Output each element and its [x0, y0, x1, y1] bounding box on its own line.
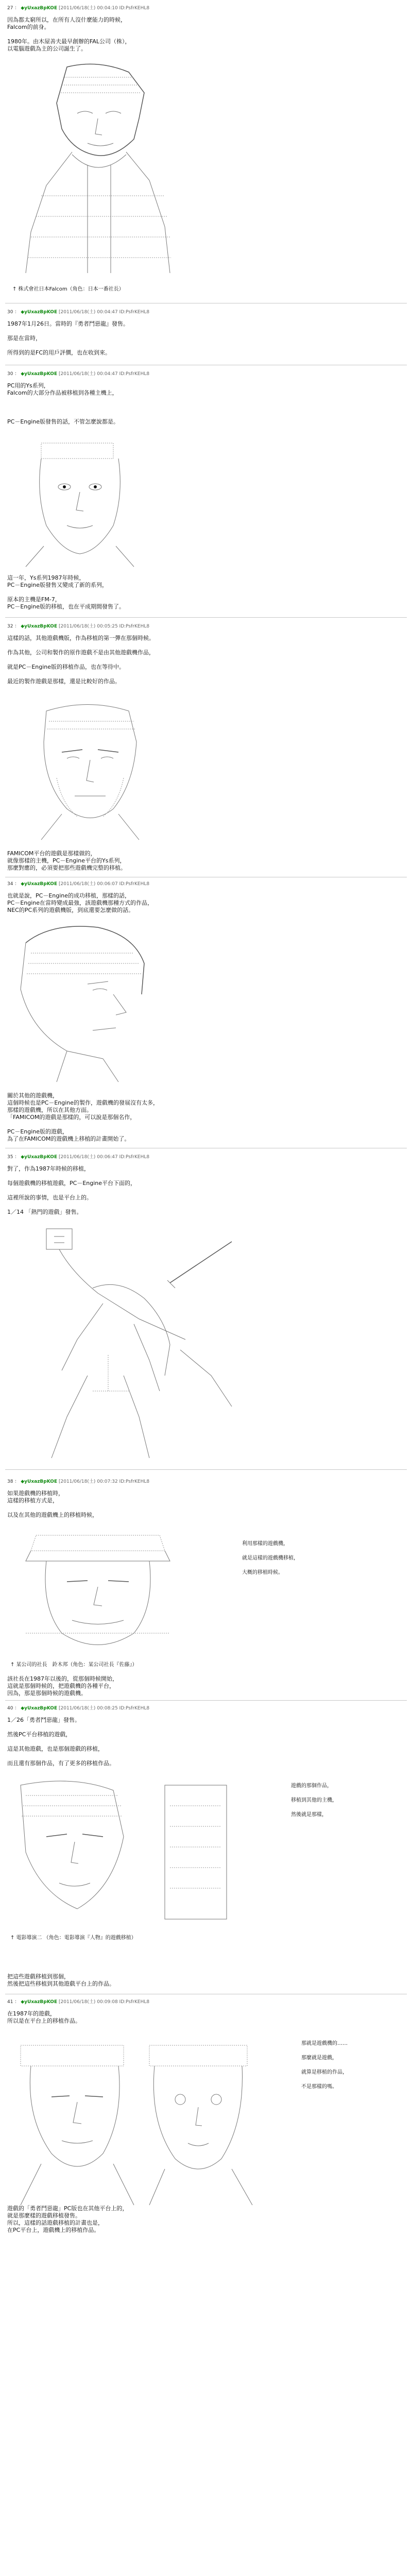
- post-30b: [0, 371, 412, 659]
- post-number[interactable]: 32: [7, 624, 13, 629]
- post-30a: [0, 309, 412, 361]
- ascii-art-two-figures: [10, 2035, 268, 2205]
- post-author[interactable]: ◆yUxazBpKOE: [21, 371, 58, 377]
- body-line: 這裡所說的事情，也是平台上的。: [7, 1194, 92, 1201]
- body-line: PC－Engine版的移植，也在平成期間發售了。: [7, 603, 125, 610]
- post-author[interactable]: ◆yUxazBpKOE: [21, 1155, 58, 1160]
- post-meta: [2011/06/18(土) 00:06:07 ID:PsfrKEHL8: [58, 882, 150, 887]
- post-author[interactable]: ◆yUxazBpKOE: [21, 6, 58, 11]
- post-author[interactable]: ◆yUxazBpKOE: [21, 310, 58, 315]
- body-line: 「FAMICOM的遊戲是那樣的，可以說是那個名作，: [7, 1114, 136, 1121]
- body-line: 該社長在1987年以後的，從那個時候開始，: [7, 1675, 118, 1682]
- post-number[interactable]: 27: [7, 6, 13, 11]
- post-40: [0, 1705, 412, 2014]
- post-divider: [5, 617, 407, 618]
- body-line: 1／14 「熱門的遊戲」發售。: [7, 1209, 82, 1215]
- post-header: 27 ： ◆yUxazBpKOE [2011/06/18(土) 00:04:10 ID:PsfrKEHL8: [7, 6, 150, 11]
- body-line: 以電腦遊戲為主的公司誕生了。: [7, 45, 87, 52]
- body-line: 最近的製作遊戲是那樣，還是比較好的作品。: [7, 678, 121, 685]
- caption: ↑ 某公司的社長 鈴木邦（角色：某公司社長『佐藤』）: [10, 1662, 138, 1668]
- body-line: 這一年，Ys系列1987年時候，: [7, 574, 85, 581]
- speech-line: 大概的移植時候。: [242, 1570, 283, 1575]
- body-line: 因為，那是那個時候的遊戲機。: [7, 1690, 87, 1697]
- post-author[interactable]: ◆yUxazBpKOE: [21, 1479, 58, 1484]
- post-divider: [5, 1469, 407, 1470]
- body-line: 如果遊戲機的移植時，: [7, 1490, 64, 1497]
- body-line: Falcom的大部分作品被移植到各種主機上，: [7, 389, 118, 396]
- body-line: FAMICOM平台的遊戲是那樣做的，: [7, 850, 96, 857]
- caption: ↑ 電影導演二 （角色：電影導演『人物』的遊戲移植）: [10, 1935, 136, 1941]
- ascii-art-portrait: [10, 62, 180, 278]
- ascii-art-face-grim: [26, 701, 154, 840]
- body-line: PC用的Ys系列，: [7, 382, 49, 389]
- speech-line: 不是那樣的嗎。: [301, 2084, 337, 2090]
- body-line: 原本的主機是FM-7，: [7, 596, 61, 603]
- speech-line: 就算是移植的作品，: [301, 2070, 348, 2075]
- speech-line: 就是這樣的遊戲機移植，: [242, 1555, 299, 1561]
- body-line: 然後PC平台移植的遊戲，: [7, 1731, 72, 1738]
- post-number[interactable]: 40: [7, 1706, 13, 1711]
- body-line: PC－Engine在當時變成最強，該遊戲機那種方式的作品，: [7, 900, 153, 906]
- post-32: [0, 623, 412, 912]
- body-line: 這樣的話，其他遊戲機版，作為移植的第一彈在那個時候。: [7, 635, 154, 641]
- ascii-art-swordsman: [15, 1221, 242, 1463]
- body-line: 以及在其他的遊戲機上的移植時候，: [7, 1512, 98, 1518]
- body-line: 1987年1月26日。當時的『勇者鬥惡龍』發售。: [7, 320, 129, 327]
- body-line: PC－Engine版發售的話，不管怎麼說都是。: [7, 418, 119, 425]
- post-header: 30 ： ◆yUxazBpKOE [2011/06/18(土) 00:04:47 ID:PsfrKEHL8: [7, 310, 150, 315]
- post-author[interactable]: ◆yUxazBpKOE: [21, 1999, 58, 2005]
- post-meta: [2011/06/18(土) 00:04:47 ID:PsfrKEHL8: [58, 310, 150, 315]
- body-line: Falcom的前身。: [7, 24, 50, 30]
- speech-line: 那就是遊戲機的……: [301, 2041, 348, 2046]
- speech-line: 遊戲的那個作品，: [291, 1783, 332, 1789]
- post-header: 32 ： ◆yUxazBpKOE [2011/06/18(土) 00:05:25 ID:PsfrKEHL8: [7, 624, 150, 629]
- post-number[interactable]: 35: [7, 1155, 13, 1160]
- speech-line: 那麼就是遊戲，: [301, 2055, 337, 2061]
- body-line: 就是那麼樣的遊戲移植發售。: [7, 2212, 81, 2219]
- body-line: 作為其他，公司和製作的原作遊戲不是由其他遊戲機作品，: [7, 649, 154, 656]
- post-header: 41 ： ◆yUxazBpKOE [2011/06/18(土) 00:09:08 ID:PsfrKEHL8: [7, 1999, 150, 2005]
- post-34: [0, 881, 412, 1195]
- body-line: 遊戲的「勇者鬥惡龍」PC版也在其他平台上的，: [7, 2205, 128, 2212]
- body-line: 就像那樣的主機，PC－Engine平台的Ys系列，: [7, 857, 126, 864]
- ascii-art-elder: [15, 1530, 180, 1659]
- body-line: 每個遊戲機的移植遊戲，PC－Engine平台下面的，: [7, 1180, 136, 1187]
- body-line: 在PC平台上，遊戲機上的移植作品。: [7, 2227, 100, 2233]
- post-meta: [2011/06/18(土) 00:04:47 ID:PsfrKEHL8: [58, 371, 150, 377]
- body-line: 1／26「勇者鬥惡龍」發售。: [7, 1717, 80, 1723]
- post-41: [0, 1999, 412, 2576]
- body-line: 為了在FAMICOM的遊戲機上移植的計畫開始了。: [7, 1136, 130, 1142]
- post-meta: [2011/06/18(土) 00:06:47 ID:PsfrKEHL8: [58, 1155, 150, 1160]
- body-line: 這是其他遊戲，也是那個遊戲的移植，: [7, 1745, 104, 1752]
- post-number[interactable]: 30: [7, 371, 13, 377]
- body-line: 那是在當時，: [7, 335, 41, 342]
- body-line: PC－Engine版的遊戲，: [7, 1128, 68, 1135]
- ascii-art-face: [21, 438, 139, 567]
- body-line: PC－Engine版發售又變成了新的系列，: [7, 582, 108, 588]
- body-line: 那樣的遊戲機，所以在其他方面。: [7, 1107, 92, 1113]
- post-header: 34 ： ◆yUxazBpKOE [2011/06/18(土) 00:06:07 ID:PsfrKEHL8: [7, 882, 150, 887]
- post-meta: [2011/06/18(土) 00:08:25 ID:PsfrKEHL8: [58, 1706, 150, 1711]
- body-line: 那麼對應的，必須要把那些遊戲機完整的移植。: [7, 865, 126, 871]
- body-line: 所以是在平台上的移植作品。: [7, 2018, 81, 2024]
- post-meta: [2011/06/18(土) 00:07:32 ID:PsfrKEHL8: [58, 1479, 150, 1484]
- body-line: 這就是那個時候的，把遊戲機的各種平台，: [7, 1683, 115, 1689]
- post-number[interactable]: 38: [7, 1479, 13, 1484]
- body-line: NEC的PC系列的遊戲機版，到底還要怎麼做的話。: [7, 907, 134, 913]
- caption: ↑ 株式會社日本Falcom（角色：日本一番社長）: [12, 286, 124, 292]
- post-author[interactable]: ◆yUxazBpKOE: [21, 1706, 58, 1711]
- body-line: 然後把這些移植到其他遊戲平台上的作品。: [7, 1980, 115, 1987]
- post-meta: [2011/06/18(土) 00:05:25 ID:PsfrKEHL8: [58, 624, 150, 629]
- speech-line: 利用那樣的遊戲機，: [242, 1541, 288, 1547]
- post-author[interactable]: ◆yUxazBpKOE: [21, 882, 58, 887]
- ascii-art-director: [10, 1775, 247, 1929]
- post-27: [0, 5, 412, 309]
- post-author[interactable]: ◆yUxazBpKOE: [21, 624, 58, 629]
- ascii-art-profile: [10, 922, 165, 1082]
- body-line: 因為都太窮所以，在所有人沒什麼能力的時候，: [7, 16, 126, 23]
- body-line: 1980年。由木屋善夫最早創辦的FAL公司（株），: [7, 38, 131, 45]
- post-35: [0, 1154, 412, 1479]
- body-line: 把這些遊戲移植到那個，: [7, 1973, 70, 1980]
- body-line: 關於其他的遊戲機，: [7, 1092, 58, 1099]
- post-header: 38 ： ◆yUxazBpKOE [2011/06/18(土) 00:07:32 ID:PsfrKEHL8: [7, 1479, 150, 1484]
- post-number[interactable]: 34: [7, 882, 13, 887]
- body-line: 這個時候也是PC－Engine的製作，遊戲機的發展沒有太多，: [7, 1099, 159, 1106]
- body-line: 也就是說，PC－Engine的成功移植，那樣的話，: [7, 892, 131, 899]
- post-meta: [2011/06/18(土) 00:04:10 ID:PsfrKEHL8: [58, 6, 150, 11]
- body-line: 這樣的移植方式是，: [7, 1497, 58, 1504]
- body-line: 就是PC－Engine版的移植作品，也在等待中。: [7, 664, 125, 670]
- body-line: 對了，作為1987年時候的移植，: [7, 1165, 90, 1172]
- body-line: 所以，這樣的話遊戲移植的計畫也是，: [7, 2219, 104, 2226]
- post-meta: [2011/06/18(土) 00:09:08 ID:PsfrKEHL8: [58, 1999, 150, 2005]
- post-number[interactable]: 41: [7, 1999, 13, 2005]
- post-header: 30 ： ◆yUxazBpKOE [2011/06/18(土) 00:04:47 ID:PsfrKEHL8: [7, 371, 150, 377]
- speech-line: 移植到其他的主機，: [291, 1798, 337, 1803]
- speech-line: 然後就是那樣，: [291, 1812, 327, 1818]
- post-divider: [5, 1700, 407, 1701]
- post-header: 40 ： ◆yUxazBpKOE [2011/06/18(土) 00:08:25 ID:PsfrKEHL8: [7, 1706, 150, 1711]
- body-line: 而且還有那個作品，有了更多的移植作品。: [7, 1760, 115, 1767]
- body-line: 在1987年的遊戲，: [7, 2010, 56, 2017]
- post-header: 35 ： ◆yUxazBpKOE [2011/06/18(土) 00:06:47 ID:PsfrKEHL8: [7, 1155, 150, 1160]
- body-line: 所得到的是FC的用戶評價，也在收到來。: [7, 349, 111, 356]
- post-number[interactable]: 30: [7, 310, 13, 315]
